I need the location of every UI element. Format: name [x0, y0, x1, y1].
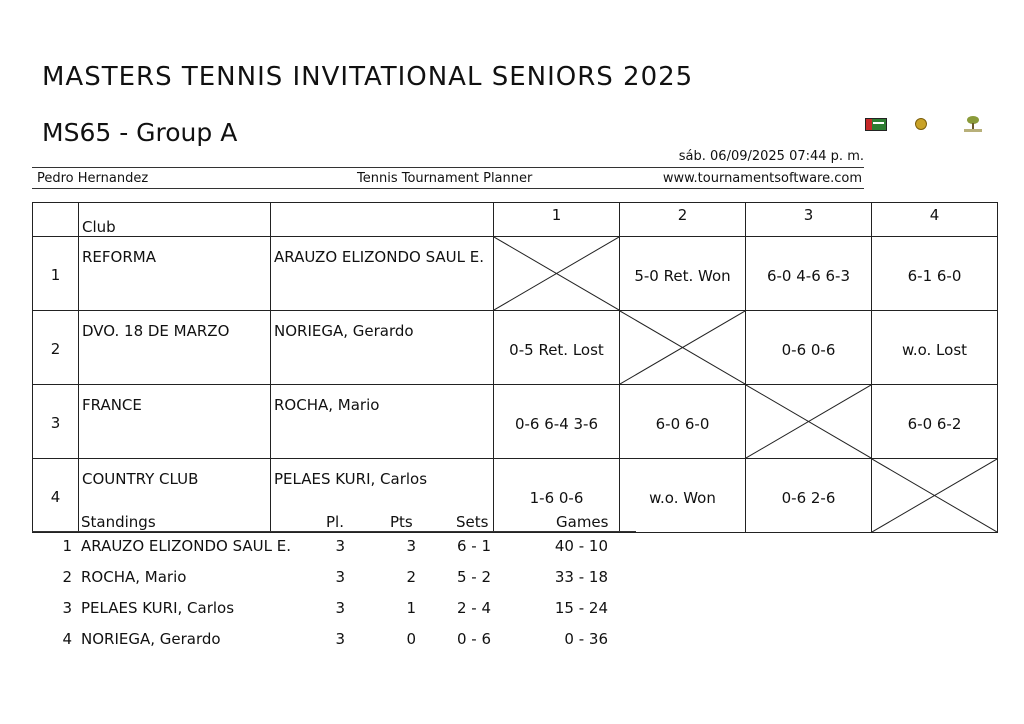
group-title: MS65 - Group A [42, 118, 238, 147]
self-match-cell [746, 385, 872, 459]
row-number: 3 [33, 385, 79, 459]
cross-icon [620, 311, 745, 384]
grid-row-2 [33, 311, 998, 385]
sets-value: 5 - 2 [456, 568, 492, 586]
rank: 3 [62, 599, 72, 617]
page-title: MASTERS TENNIS INVITATIONAL SENIORS 2025 [42, 62, 694, 92]
organizer-name: Pedro Hernandez [37, 171, 149, 186]
points-value: 3 [406, 537, 416, 555]
sets-value: 0 - 6 [456, 630, 492, 648]
cross-icon [494, 237, 619, 310]
cross-icon [746, 385, 871, 458]
software-name: Tennis Tournament Planner [357, 171, 533, 186]
info-bar [32, 167, 864, 189]
player-column-header [271, 203, 494, 237]
seal-logo-icon [915, 118, 927, 130]
match-result[interactable]: 5-0 Ret. Won [620, 237, 746, 311]
sets-header: Sets [456, 513, 489, 531]
player-name[interactable]: NORIEGA, Gerardo [271, 311, 494, 385]
points-value: 2 [406, 568, 416, 586]
match-result[interactable]: 0-6 0-6 [746, 311, 872, 385]
row-number: 1 [33, 237, 79, 311]
match-result[interactable]: w.o. Won [620, 459, 746, 533]
standings-header [32, 511, 636, 532]
match-result[interactable]: 6-1 6-0 [872, 237, 998, 311]
tree-logo-icon [962, 116, 984, 134]
website-link[interactable]: www.tournamentsoftware.com [662, 171, 862, 186]
opponent-column-2: 2 [620, 203, 746, 237]
row-number: 2 [33, 311, 79, 385]
sets-value: 2 - 4 [456, 599, 492, 617]
match-result[interactable]: 6-0 4-6 6-3 [746, 237, 872, 311]
player-name[interactable]: PELAES KURI, Carlos [81, 599, 235, 617]
opponent-column-4: 4 [872, 203, 998, 237]
grid-corner-cell [33, 203, 79, 237]
sets-value: 6 - 1 [456, 537, 492, 555]
games-value: 33 - 18 [554, 568, 608, 586]
standings-row [32, 532, 636, 563]
played-value: 3 [335, 568, 345, 586]
opponent-column-3: 3 [746, 203, 872, 237]
club-column-header: Club [79, 203, 271, 237]
match-result[interactable]: 0-5 Ret. Lost [494, 311, 620, 385]
match-result[interactable]: 6-0 6-0 [620, 385, 746, 459]
rank: 1 [62, 537, 72, 555]
played-value: 3 [335, 599, 345, 617]
games-value: 15 - 24 [554, 599, 608, 617]
grid-row-1 [33, 237, 998, 311]
rank: 2 [62, 568, 72, 586]
standings-table [32, 511, 636, 656]
grid-row-3 [33, 385, 998, 459]
club-name: COUNTRY CLUB [79, 459, 271, 533]
standings-row [32, 594, 636, 625]
match-result[interactable]: 0-6 6-4 3-6 [494, 385, 620, 459]
points-header: Pts [390, 513, 413, 531]
club-name: DVO. 18 DE MARZO [79, 311, 271, 385]
self-match-cell [872, 459, 998, 533]
self-match-cell [620, 311, 746, 385]
opponent-column-1: 1 [494, 203, 620, 237]
player-name[interactable]: ARAUZO ELIZONDO SAUL E. [81, 537, 291, 555]
player-name[interactable]: ARAUZO ELIZONDO SAUL E. [271, 237, 494, 311]
standings-title: Standings [81, 513, 156, 531]
player-name[interactable]: ROCHA, Mario [271, 385, 494, 459]
grid-header-row [33, 203, 998, 237]
sponsor-logos [864, 116, 988, 134]
match-result[interactable]: 6-0 6-2 [872, 385, 998, 459]
player-name[interactable]: ROCHA, Mario [81, 568, 187, 586]
row-number: 4 [33, 459, 79, 533]
rank: 4 [62, 630, 72, 648]
results-grid [32, 202, 998, 533]
match-result[interactable]: w.o. Lost [872, 311, 998, 385]
player-name[interactable]: NORIEGA, Gerardo [81, 630, 221, 648]
games-value: 40 - 10 [554, 537, 608, 555]
cross-icon [872, 459, 997, 532]
standings-row [32, 563, 636, 594]
player-name[interactable]: PELAES KURI, Carlos [271, 459, 494, 533]
match-result[interactable]: 1-6 0-6 [494, 459, 620, 533]
self-match-cell [494, 237, 620, 311]
games-value: 0 - 36 [564, 630, 608, 648]
match-result[interactable]: 0-6 2-6 [746, 459, 872, 533]
points-value: 1 [406, 599, 416, 617]
print-datetime: sáb. 06/09/2025 07:44 p. m. [678, 149, 864, 164]
played-value: 3 [335, 537, 345, 555]
played-header: Pl. [326, 513, 344, 531]
played-value: 3 [335, 630, 345, 648]
points-value: 0 [406, 630, 416, 648]
games-header: Games [556, 513, 609, 531]
standings-row [32, 625, 636, 656]
club-name: FRANCE [79, 385, 271, 459]
club-name: REFORMA [79, 237, 271, 311]
flag-logo-icon [865, 118, 887, 131]
